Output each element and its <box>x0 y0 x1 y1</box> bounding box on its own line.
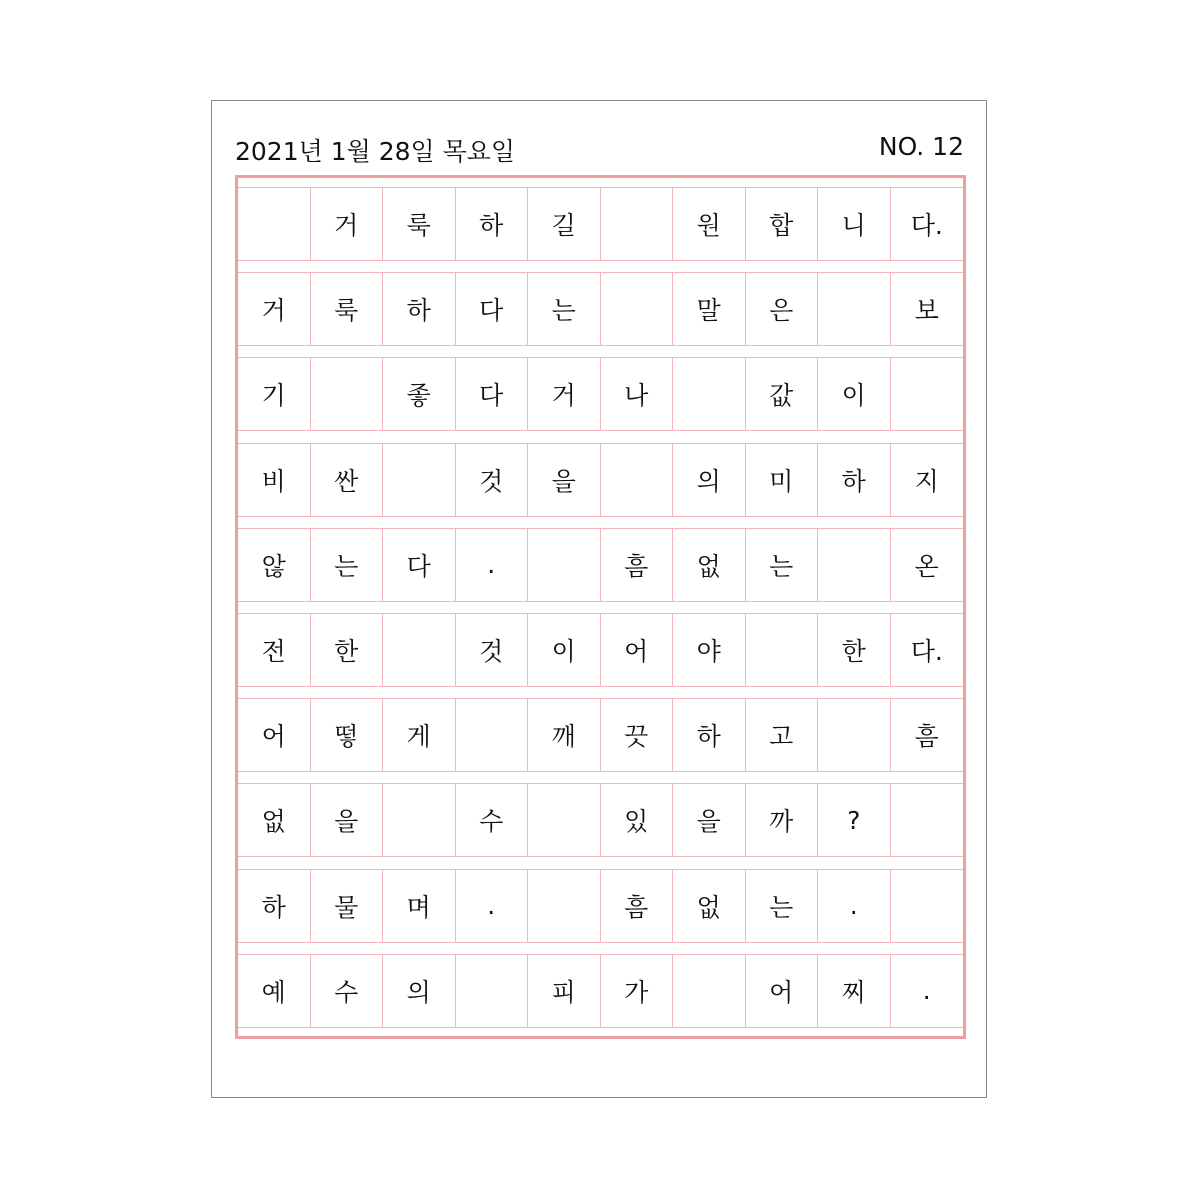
grid-cell: 없 <box>238 784 311 856</box>
grid-cell: 다 <box>456 358 529 430</box>
grid-cell: 싼 <box>311 444 384 516</box>
grid-cell <box>673 955 746 1027</box>
grid-cell <box>528 529 601 601</box>
grid-cell: 흠 <box>914 722 939 752</box>
grid-cell <box>818 699 891 771</box>
grid-cell <box>383 444 456 516</box>
grid-cell <box>891 784 964 856</box>
grid-cell <box>383 784 456 856</box>
grid-row <box>238 698 963 772</box>
grid-cell: 값 <box>746 358 819 430</box>
grid-cell: 하 <box>818 444 891 516</box>
grid-cell: 피 <box>528 955 601 1027</box>
grid-cell: 한 <box>818 614 891 686</box>
grid-cell: 예 <box>238 955 311 1027</box>
grid-cell: 룩 <box>383 188 456 260</box>
page-number: NO. 12 <box>878 132 964 161</box>
grid-cell <box>528 870 601 942</box>
grid-cell: 는 <box>746 529 819 601</box>
grid-cell: 합 <box>746 188 819 260</box>
grid-cell: 하 <box>673 699 746 771</box>
grid-cell: 보 <box>914 296 939 326</box>
grid-cell <box>456 955 529 1027</box>
grid-cell: 니 <box>818 188 891 260</box>
grid-cell: 전 <box>238 614 311 686</box>
grid-cell: 한 <box>311 614 384 686</box>
grid-cell: 거 <box>528 358 601 430</box>
grid-row <box>238 272 963 346</box>
grid-cell: 고 <box>746 699 819 771</box>
grid-cell: 이 <box>818 358 891 430</box>
grid-cell <box>601 273 674 345</box>
grid-cell: 어 <box>601 614 674 686</box>
grid-cell: 온 <box>914 551 939 581</box>
grid-cell: 까 <box>746 784 819 856</box>
grid-cell <box>238 188 311 260</box>
grid-cell: 다. <box>910 211 943 240</box>
grid-cell <box>891 870 964 942</box>
manuscript-grid <box>235 175 966 1039</box>
grid-cell <box>891 358 964 430</box>
grid-cell: 다 <box>383 529 456 601</box>
grid-cell <box>383 614 456 686</box>
grid-cell: 없 <box>673 529 746 601</box>
grid-cell: 거 <box>311 188 384 260</box>
grid-cell: 있 <box>601 784 674 856</box>
grid-cell: . <box>456 529 529 601</box>
grid-cell: 며 <box>383 870 456 942</box>
grid-cell <box>528 784 601 856</box>
grid-cell: 을 <box>528 444 601 516</box>
grid-cell: 것 <box>456 614 529 686</box>
grid-cell: 하 <box>456 188 529 260</box>
grid-cell: 물 <box>311 870 384 942</box>
grid-cell: 는 <box>528 273 601 345</box>
grid-cell <box>673 358 746 430</box>
grid-cell: 지 <box>914 466 939 496</box>
grid-cell: 어 <box>238 699 311 771</box>
grid-cell: . <box>922 976 931 1006</box>
grid-row <box>238 869 963 943</box>
grid-cell: 다. <box>910 637 943 666</box>
grid-cell: 을 <box>673 784 746 856</box>
grid-cell: 없 <box>673 870 746 942</box>
grid-cell: 찌 <box>818 955 891 1027</box>
grid-cell: 룩 <box>311 273 384 345</box>
grid-cell <box>746 614 819 686</box>
grid-cell: 이 <box>528 614 601 686</box>
grid-cell: 수 <box>311 955 384 1027</box>
grid-cell <box>311 358 384 430</box>
grid-cell: 어 <box>746 955 819 1027</box>
grid-row <box>238 187 963 261</box>
grid-cell <box>601 188 674 260</box>
grid-cell: 흠 <box>601 870 674 942</box>
grid-cell: 않 <box>238 529 311 601</box>
grid-row <box>238 954 963 1028</box>
grid-cell: 흠 <box>601 529 674 601</box>
grid-row <box>238 443 963 517</box>
grid-cell: 끗 <box>601 699 674 771</box>
grid-cell: 기 <box>238 358 311 430</box>
grid-cell: 게 <box>383 699 456 771</box>
page-date: 2021년 1월 28일 목요일 <box>235 137 516 166</box>
grid-cell: 미 <box>746 444 819 516</box>
grid-cell: . <box>818 870 891 942</box>
grid-cell: 의 <box>383 955 456 1027</box>
grid-cell: 는 <box>311 529 384 601</box>
grid-cell: 떻 <box>311 699 384 771</box>
grid-cell: 하 <box>383 273 456 345</box>
grid-row <box>238 528 963 602</box>
grid-cell: 말 <box>673 273 746 345</box>
grid-cell: . <box>456 870 529 942</box>
grid-cell: 좋 <box>383 358 456 430</box>
grid-cell: 거 <box>238 273 311 345</box>
grid-row <box>238 613 963 687</box>
grid-cell: 것 <box>456 444 529 516</box>
grid-cell: 하 <box>238 870 311 942</box>
grid-cell: 원 <box>673 188 746 260</box>
grid-cell: 깨 <box>528 699 601 771</box>
grid-cell: 은 <box>746 273 819 345</box>
grid-cell: 야 <box>673 614 746 686</box>
grid-row <box>238 783 963 857</box>
grid-cell: 의 <box>673 444 746 516</box>
grid-row <box>238 357 963 431</box>
grid-cell <box>456 699 529 771</box>
grid-cell: 을 <box>311 784 384 856</box>
grid-cell <box>818 273 891 345</box>
grid-cell <box>601 444 674 516</box>
grid-cell: ? <box>818 784 891 856</box>
grid-cell <box>818 529 891 601</box>
grid-cell: 비 <box>238 444 311 516</box>
grid-cell: 나 <box>601 358 674 430</box>
grid-cell: 가 <box>601 955 674 1027</box>
grid-cell: 수 <box>456 784 529 856</box>
grid-cell: 는 <box>746 870 819 942</box>
grid-cell: 다 <box>456 273 529 345</box>
grid-cell: 길 <box>528 188 601 260</box>
